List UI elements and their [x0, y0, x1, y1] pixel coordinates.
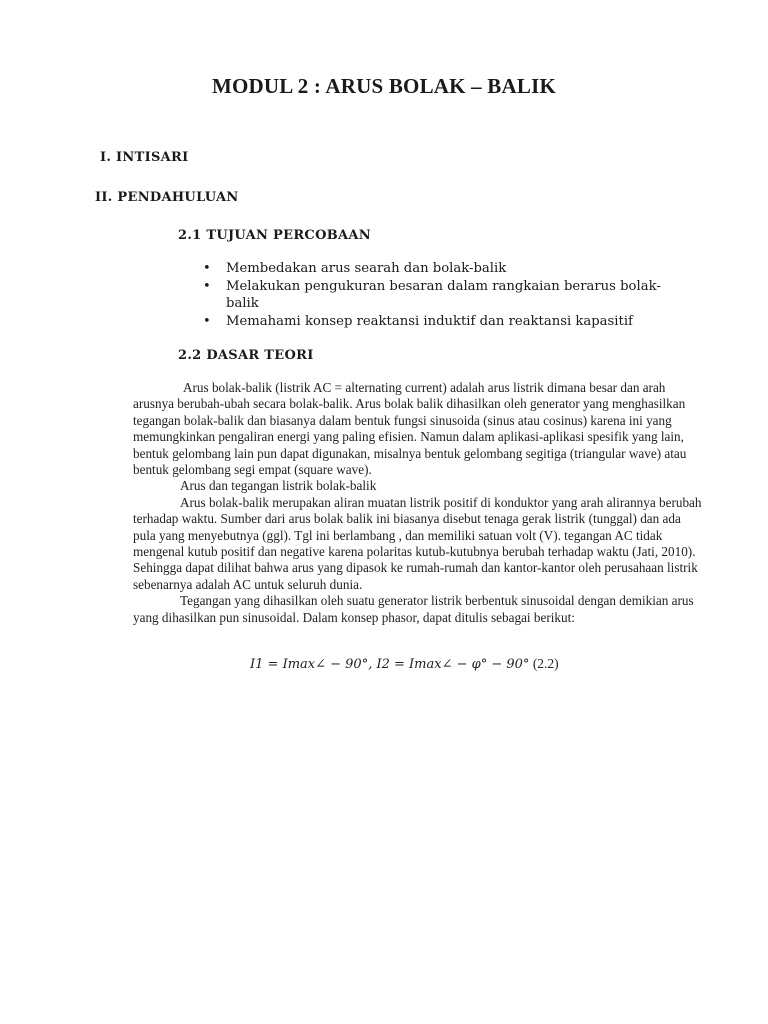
document-title: MODUL 2 : ARUS BOLAK – BALIK [212, 74, 556, 98]
list-item [200, 260, 690, 277]
paragraph: Arus dan tegangan listrik bolak-balik [180, 478, 377, 494]
bullet-icon: • [203, 279, 211, 294]
section-heading-pendahuluan [95, 190, 239, 205]
paragraph: Tegangan yang dihasilkan oleh suatu generator listrik berbentuk sinusoidal dengan demikian arus yang dihasilkan pun sinusoidal. Dalam konsep phasor, dapat ditulis sebagai berikut: [133, 593, 694, 625]
paragraph: Arus bolak-balik merupakan aliran muatan listrik positif di konduktor yang arah alirannya berubah terhadap waktu. Sumber dari arus bolak balik ini biasanya disebut tenaga gerak listrik (tunggal) dan ada pula yang menyebutnya (ggl). Tgl ini berlambang , dan memiliki satuan volt (V). tegangan AC tidak mengenal kutub positif dan negative karena polaritas kutub-kutubnya berubah terhadap waktu (Jati, 2010). Sehingga dapat dilihat bahwa arus yang dipasok ke rumah-rumah dan kantor-kantor oleh perusahaan listrik sebenarnya adalah AC untuk seluruh dunia. [133, 494, 702, 592]
list-item [200, 313, 690, 330]
objectives-list [200, 260, 690, 331]
list-item-text: Memahami konsep reaktansi induktif dan reaktansi kapasitif [226, 314, 633, 329]
subsection-heading-tujuan: 2.1 TUJUAN PERCOBAAN [178, 228, 371, 243]
bullet-icon: • [203, 261, 211, 276]
equation-2-2 [250, 656, 559, 672]
section-heading-intisari [100, 150, 189, 165]
list-item-text: Melakukan pengukuran besaran dalam rangkaian berarus bolak-balik [226, 279, 661, 311]
theory-body [133, 380, 706, 626]
list-item-text: Membedakan arus searah dan bolak-balik [226, 261, 507, 276]
section-number: I. [100, 150, 112, 165]
equation-number: (2.2) [532, 656, 559, 671]
equation-expression: I1 = Imax∠ − 90°, I2 = Imax∠ − φ° − 90° [250, 657, 530, 672]
list-item [200, 278, 690, 312]
section-label: INTISARI [116, 150, 189, 165]
section-number: II. [95, 190, 113, 205]
subsection-heading-dasar-teori: 2.2 DASAR TEORI [178, 348, 314, 363]
bullet-icon: • [203, 314, 211, 329]
section-label: PENDAHULUAN [117, 190, 239, 205]
paragraph: Arus bolak-balik (listrik AC = alternating current) adalah arus listrik dimana besar dan arah arusnya berubah-ubah secara bolak-balik. Arus bolak balik dihasilkan oleh generator yang menghasilkan tegangan bolak-balik dan biasanya dalam bentuk fungsi sinusoida (sinus atau cosinus) karena ini yang memungkinkan pengaliran energi yang paling efisien. Namun dalam aplikasi-aplikasi spesifik yang lain, bentuk gelombang lain pun dapat digunakan, misalnya bentuk gelombang segitiga (triangular wave) atau bentuk gelombang segi empat (square wave). [133, 380, 687, 478]
